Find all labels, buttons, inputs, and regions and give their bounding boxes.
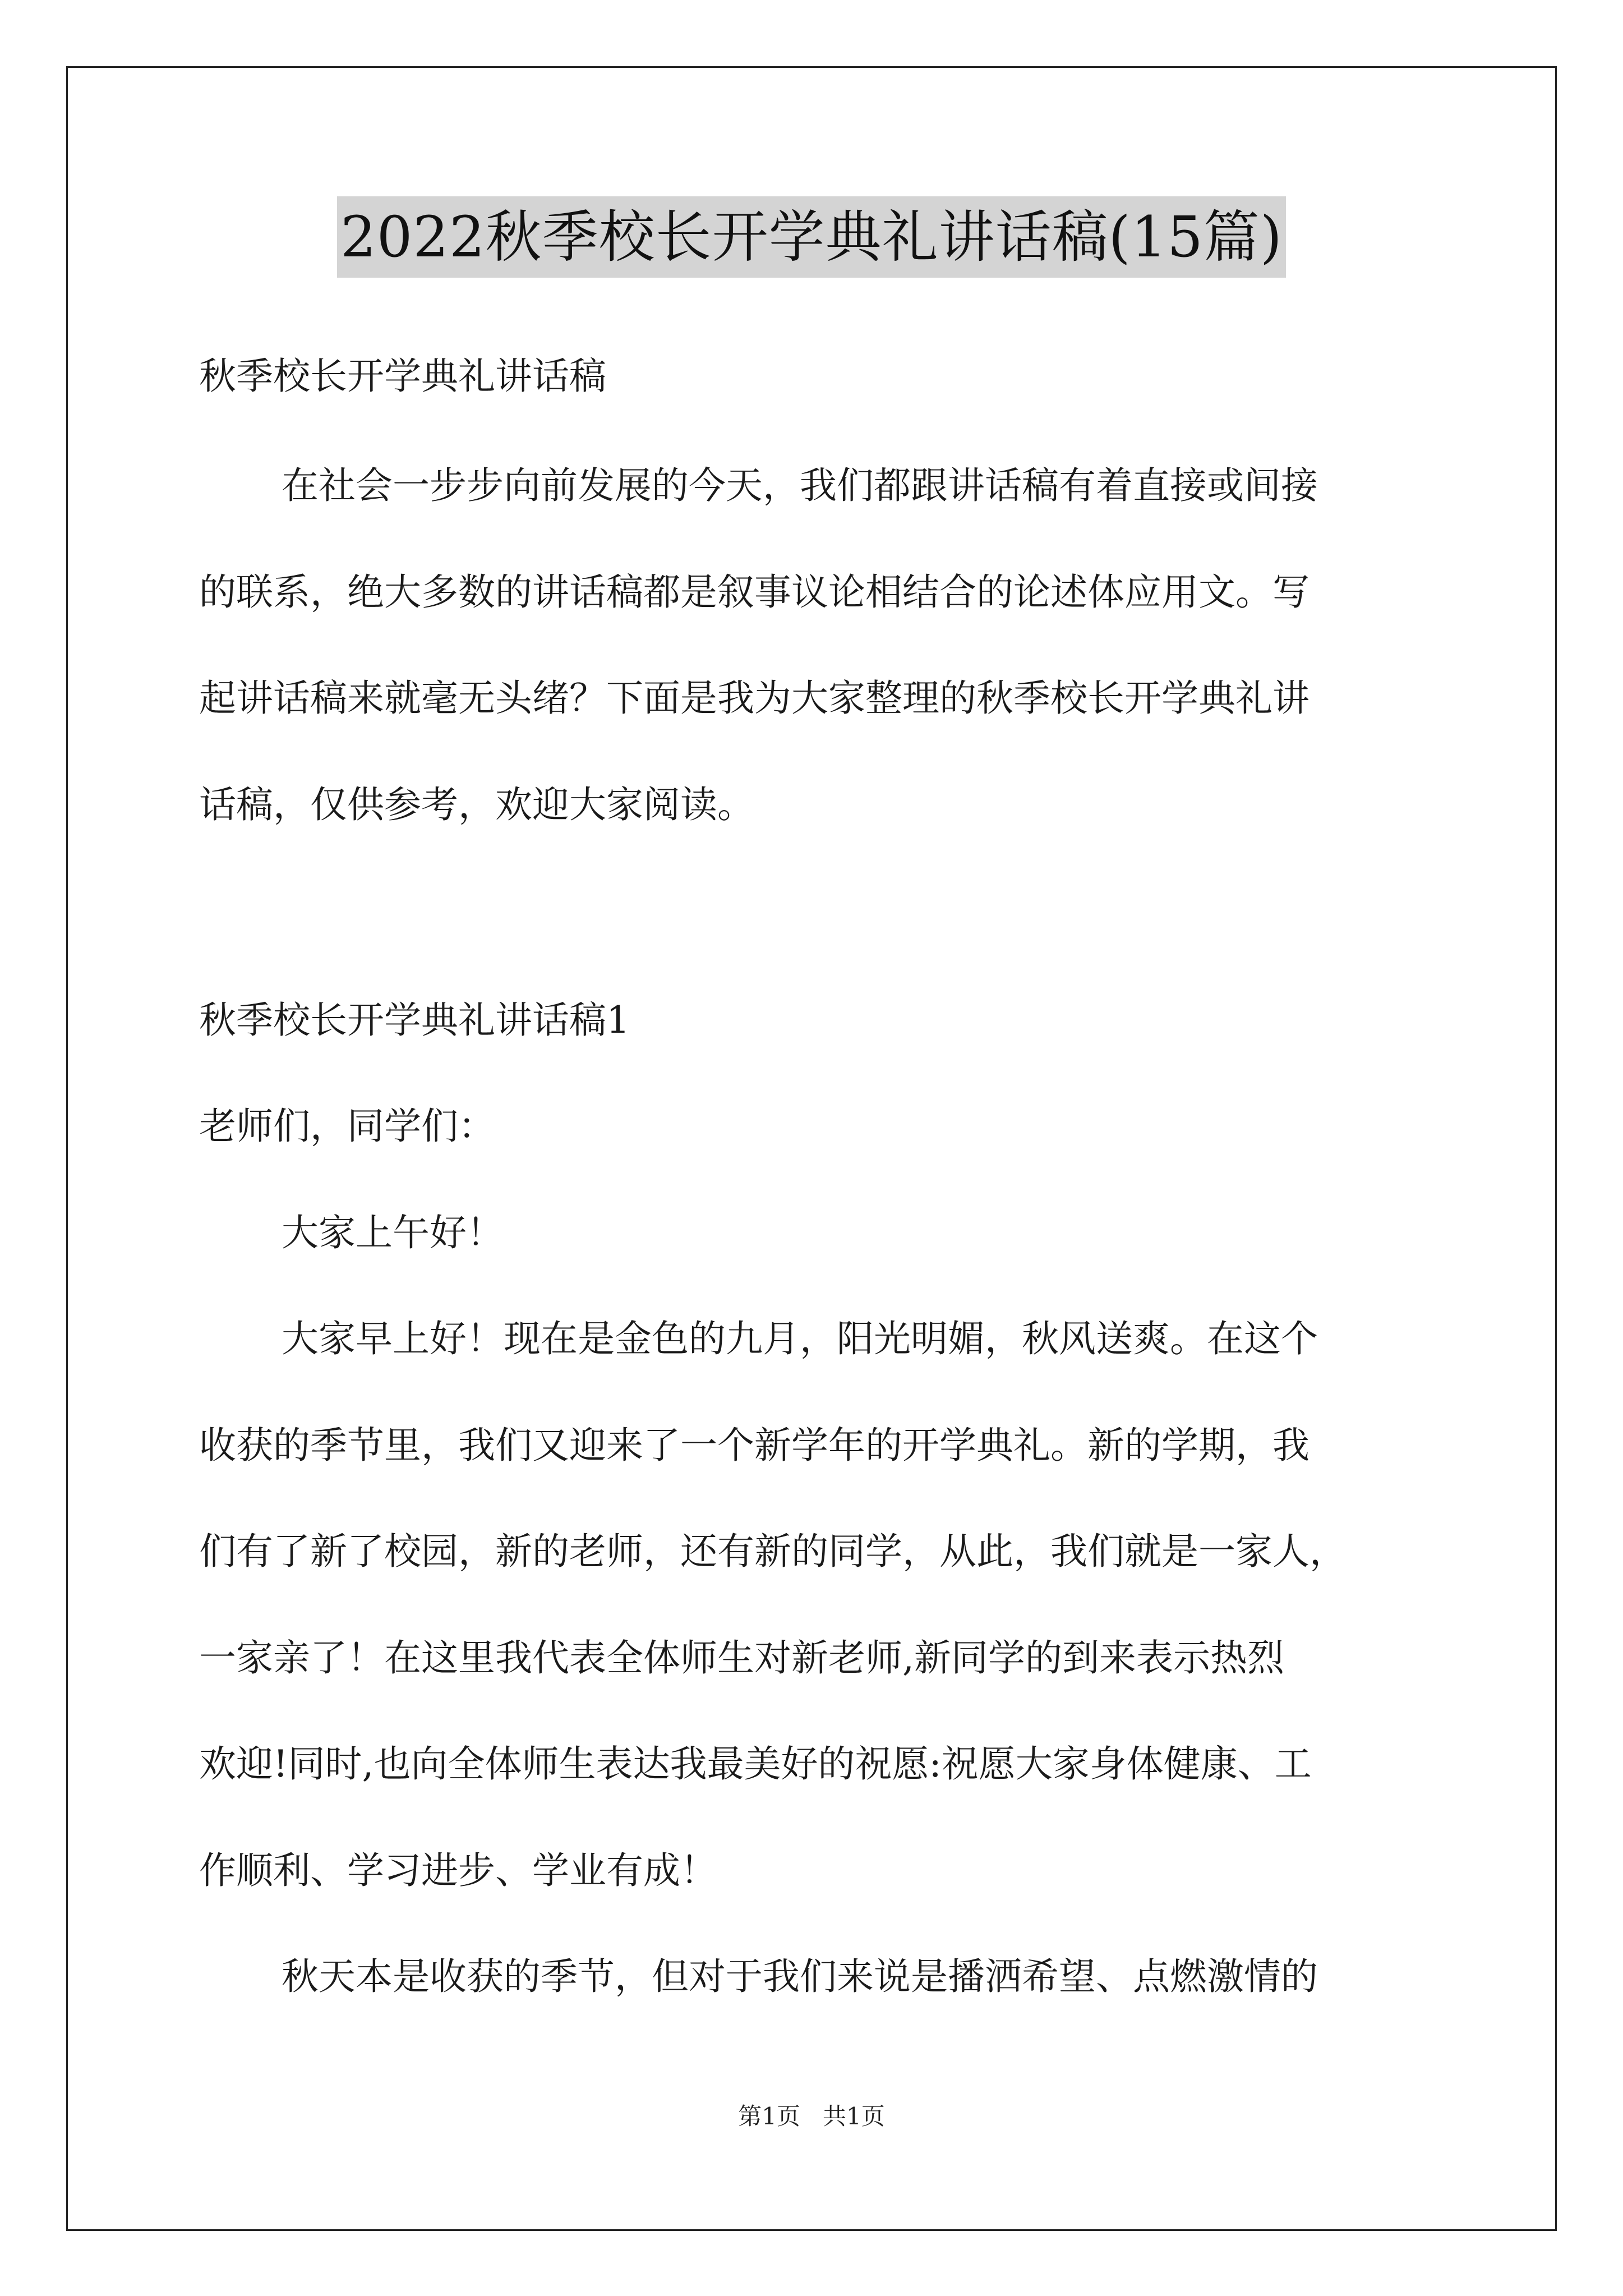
paragraph-line: 在社会一步步向前发展的今天，我们都跟讲话稿有着直接或间接 <box>282 464 1318 507</box>
section-heading: 秋季校长开学典礼讲话稿1 <box>199 999 630 1042</box>
title-container <box>0 196 1623 278</box>
paragraph-line: 欢迎!同时,也向全体师生表达我最美好的祝愿:祝愿大家身体健康、工 <box>199 1742 1312 1786</box>
greeting: 大家上午好！ <box>282 1211 504 1254</box>
section-heading: 秋季校长开学典礼讲话稿 <box>199 355 606 398</box>
paragraph-line: 秋天本是收获的季节，但对于我们来说是播洒希望、点燃激情的 <box>282 1955 1318 1998</box>
salutation: 老师们，同学们： <box>199 1105 495 1148</box>
paragraph-line: 作顺利、学习进步、学业有成！ <box>199 1849 717 1892</box>
paragraph-line: 收获的季节里，我们又迎来了一个新学年的开学典礼。新的学期，我 <box>199 1424 1310 1467</box>
paragraph-line: 起讲话稿来就毫无头绪？下面是我为大家整理的秋季校长开学典礼讲 <box>199 677 1310 720</box>
paragraph-line: 一家亲了！在这里我代表全体师生对新老师,新同学的到来表示热烈 <box>199 1636 1284 1680</box>
paragraph-line: 话稿，仅供参考，欢迎大家阅读。 <box>199 783 754 826</box>
paragraph-line: 们有了新了校园，新的老师，还有新的同学，从此，我们就是一家人， <box>199 1530 1347 1573</box>
document-title: 2022秋季校长开学典礼讲话稿(15篇) <box>337 196 1286 278</box>
page-number-footer: 第1页 共1页 <box>738 2102 885 2130</box>
paragraph-line: 的联系，绝大多数的讲话稿都是叙事议论相结合的论述体应用文。写 <box>199 570 1310 614</box>
paragraph-line: 大家早上好！现在是金色的九月，阳光明媚，秋风送爽。在这个 <box>282 1317 1318 1360</box>
